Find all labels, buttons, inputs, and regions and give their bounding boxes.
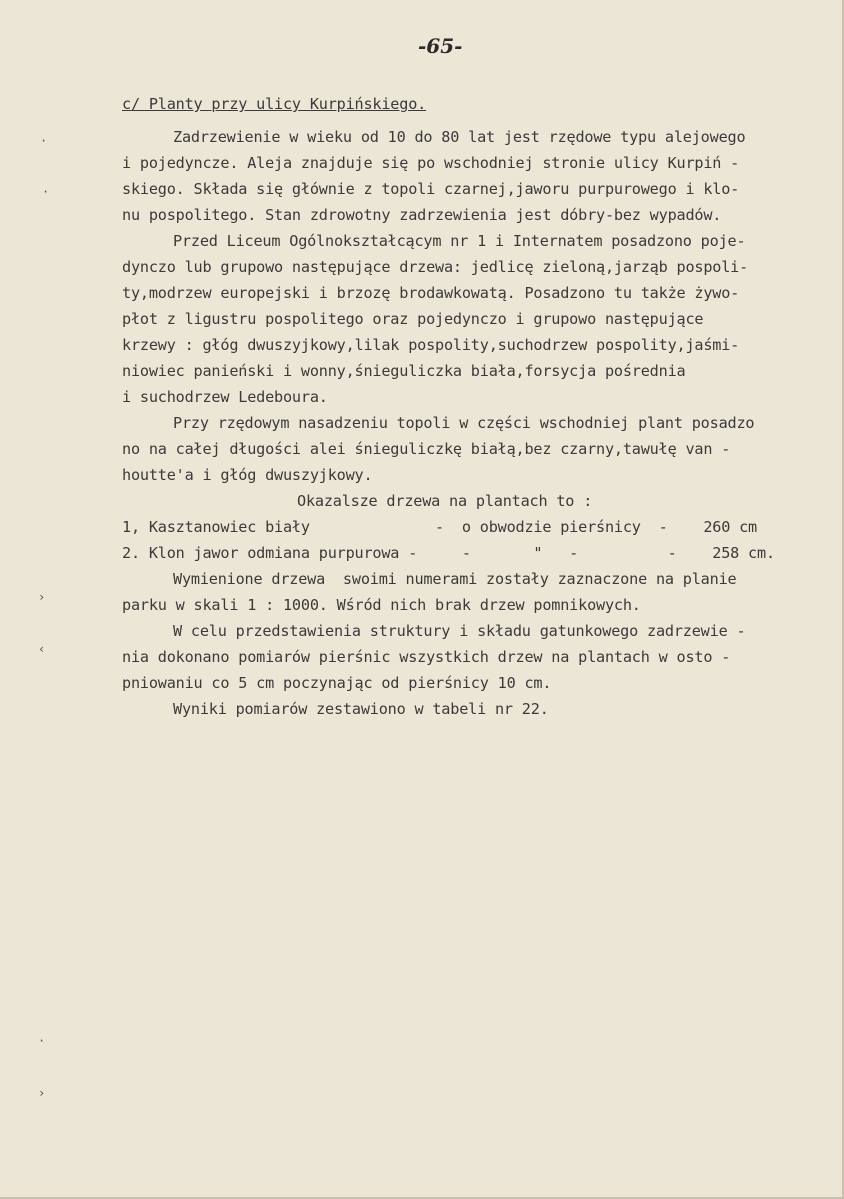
text-line: krzewy : głóg dwuszyjkowy,lilak pospolity,suchodrzew pospolity,jaśmi- [122,336,740,354]
text-line: i pojedyncze. Aleja znajduje się po wschodniej stronie ulicy Kurpiń - [122,154,740,172]
text-line: Wymienione drzewa swoimi numerami zostały zaznaczone na planie [173,570,737,588]
text-line: Okazalsze drzewa na plantach to : [297,492,593,510]
text-line: niowiec panieński i wonny,śnieguliczka biała,forsycja pośrednia [122,362,686,380]
text-line: pniowaniu co 5 cm poczynając od pierśnicy 10 cm. [122,674,552,692]
margin-mark: › [38,590,46,604]
text-line: Zadrzewienie w wieku od 10 do 80 lat jest rzędowe typu alejowego [173,128,746,146]
text-line: skiego. Składa się głównie z topoli czarnej,jaworu purpurowego i klo- [122,180,740,198]
margin-mark: · [40,134,48,148]
text-line: Przed Liceum Ogólnokształcącym nr 1 i Internatem posadzono poje- [173,232,746,250]
margin-mark: · [42,185,50,199]
text-line: dynczo lub grupowo następujące drzewa: jedlicę zieloną,jarząb pospoli- [122,258,749,276]
tree-list-item: 2. Klon jawor odmiana purpurowa - - " - - 258 cm. [122,544,775,562]
text-line: Przy rzędowym nasadzeniu topoli w części wschodniej plant posadzo [173,414,755,432]
margin-mark: › [38,1086,46,1100]
text-line: nu pospolitego. Stan zdrowotny zadrzewienia jest dóbry-bez wypadów. [122,206,722,224]
page-number: -65- [418,34,463,58]
text-line: no na całej długości alei śnieguliczkę białą,bez czarny,tawułę van - [122,440,731,458]
tree-list-item: 1, Kasztanowiec biały - o obwodzie pierśnicy - 260 cm [122,518,757,536]
text-line: W celu przedstawienia struktury i składu gatunkowego zadrzewie - [173,622,746,640]
text-line: i suchodrzew Ledeboura. [122,388,328,406]
text-line: houtte'a i głóg dwuszyjkowy. [122,466,373,484]
text-line: ty,modrzew europejski i brzozę brodawkowatą. Posadzono tu także żywo- [122,284,740,302]
text-line: płot z ligustru pospolitego oraz pojedynczo i grupowo następujące [122,310,704,328]
margin-mark: · [38,1034,46,1048]
section-heading: c/ Planty przy ulicy Kurpińskiego. [122,95,427,113]
text-line: nia dokonano pomiarów pierśnic wszystkich drzew na plantach w osto - [122,648,731,666]
margin-mark: ‹ [38,642,46,656]
text-line: parku w skali 1 : 1000. Wśród nich brak drzew pomnikowych. [122,596,641,614]
text-line: Wyniki pomiarów zestawiono w tabeli nr 22. [173,700,549,718]
